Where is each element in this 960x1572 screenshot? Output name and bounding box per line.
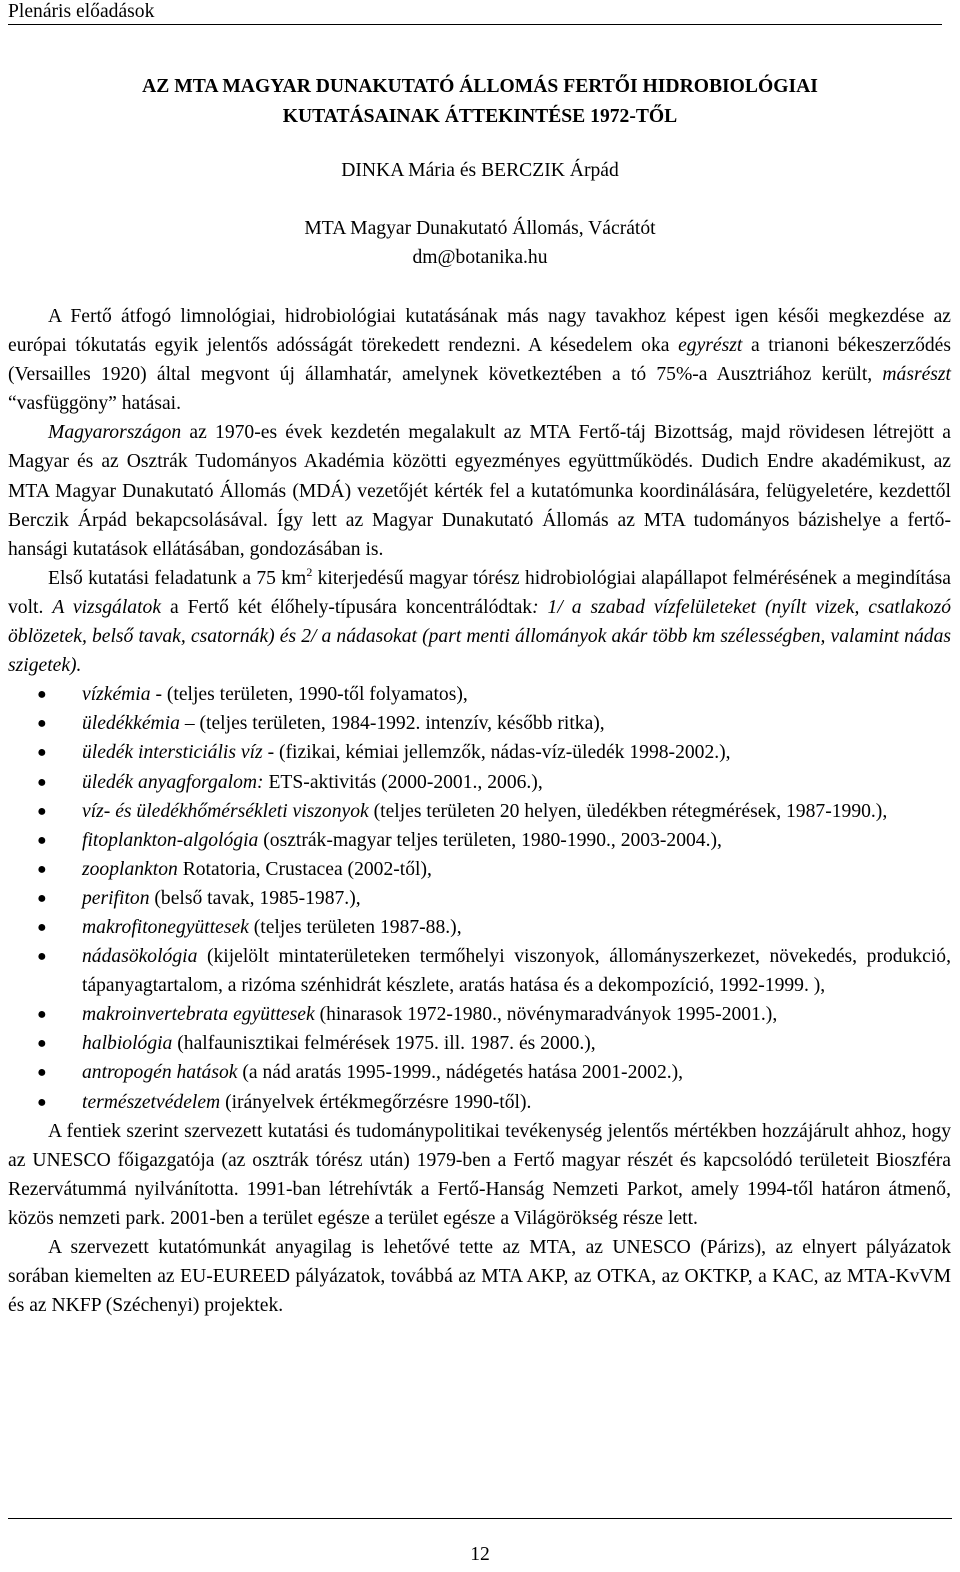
list-item: [8, 680, 951, 709]
topic-details: (osztrák-magyar teljes területen, 1980-1990., 2003-2004.),: [258, 829, 722, 851]
paragraph-recognition: A fentiek szerint szervezett kutatási és tudománypolitikai tevékenység jelentős mértékben hozzájárult ahhoz, hogy az UNESCO főigazgatója (az osztrák tórész után) 1979-ben a Fertő magyar részét és kapcsolódó területeit Bioszféra Rezervátummá nyilvánította. 1991-ban létrehívták a Fertő-Hanság Nemzeti Parkot, amely 1994-től határon átmenő, közös nemzeti park. 2001-ben a terület egésze a terület egésze a Világörökség része lett.: [8, 1120, 951, 1229]
bullet-icon: ●: [37, 948, 47, 966]
topic-details: (a nád aratás 1995-1999., nádégetés hatása 2001-2002.),: [237, 1062, 684, 1084]
bullet-icon: ●: [37, 1064, 47, 1082]
topic-term: makroinvertebrata együttesek: [82, 1004, 315, 1026]
bullet-icon: ●: [37, 744, 47, 762]
topic-term: víz- és üledékhőmérsékleti viszonyok: [82, 800, 369, 822]
topic-details: - (teljes területen, 1990-től folyamatos),: [150, 684, 468, 706]
email: dm@botanika.hu: [412, 247, 548, 268]
bullet-icon: ●: [37, 802, 47, 820]
topic-term: vízkémia: [82, 684, 151, 706]
section-title: Plenáris előadások: [8, 1, 155, 22]
bullet-icon: ●: [37, 686, 47, 704]
topic-term: üledék intersticiális víz: [82, 742, 263, 764]
bullet-icon: ●: [37, 889, 47, 907]
title-line-2: KUTATÁSAINAK ÁTTEKINTÉSE 1972-TŐL: [282, 106, 678, 127]
paragraph-tasks: Első kutatási feladatunk a 75 $km^2$ kiterjedésű magyar tórész hidrobiológiai alapállapot felmérésének a megindítása volt. A vizsgálatok a Fertő két élőhely-típusára koncentrálódtak: 1/ a szabad vízfelületeket (nyílt vizek, csatlakozó öblözetek, belső tavak, csatornák) és 2/ a nádasokat (part menti állományok akár több km szélességben, valamint nádas szigetek).: [8, 564, 952, 677]
list-item: [8, 1058, 951, 1087]
list-item: [8, 826, 951, 855]
list-item: [8, 797, 951, 826]
paper-title: [0, 72, 960, 132]
topic-term: fitoplankton-algológia: [82, 829, 259, 851]
affiliation: [0, 214, 960, 272]
bullet-icon: ●: [37, 1035, 47, 1053]
topic-term: halbiológia: [82, 1033, 173, 1055]
bullet-icon: ●: [37, 1093, 47, 1111]
topic-term: természetvédelem: [82, 1091, 221, 1113]
topic-term: nádasökológia: [82, 946, 198, 968]
page-number: 12: [470, 1544, 490, 1565]
list-item: [8, 1000, 951, 1029]
topic-details: – (teljes területen, 1984-1992. intenzív, később ritka),: [179, 713, 605, 735]
list-item: [8, 942, 951, 1000]
topic-details: - (fizikai, kémiai jellemzők, nádas-víz-üledék 1998-2002.),: [262, 742, 731, 764]
list-item: [8, 913, 951, 942]
footer-rule: [8, 1518, 952, 1519]
topic-details: (teljes területen 1987-88.),: [248, 916, 462, 938]
topic-term: perifiton: [82, 887, 150, 909]
topic-details: (kijelölt mintaterületeken termőhelyi viszonyok, állományszerkezet, növekedés, produkció, tápanyagtartalom, a rizóma szénhidrát készlete, aratás hatása és a dekompozíció, 1992-1999. ),: [82, 946, 951, 997]
institution: MTA Magyar Dunakutató Állomás, Vácrátót: [304, 218, 656, 239]
topic-details: (halfaunisztikai felmérések 1975. ill. 1987. és 2000.),: [172, 1033, 596, 1055]
topic-term: antropogén hatások: [82, 1062, 238, 1084]
list-item: [8, 1029, 951, 1058]
bullet-icon: ●: [37, 773, 47, 791]
bullet-icon: ●: [37, 715, 47, 733]
list-item: [8, 709, 951, 738]
bullet-icon: ●: [37, 918, 47, 936]
paragraph-intro: A Fertő átfogó limnológiai, hidrobiológiai kutatásának más nagy tavakhoz képest igen késői megkezdése az európai tókutatás egyik jelentős adósságát törekedett rendezni. A késedelem oka egyrészt a trianoni békeszerződés (Versailles 1920) által megvont új államhatár, amelynek következtében a tó 75%-a Ausztriához került, másrészt “vasfüggöny” hatásai.: [8, 306, 952, 415]
research-topics-list: [8, 680, 951, 1116]
paragraph-funding: A szervezett kutatómunkát anyagilag is lehetővé tette az MTA, az UNESCO (Párizs), az elnyert pályázatok sorában kiemelten az EU-EUREED pályázatok, továbbá az MTA AKP, az OTKA, az OKTKP, a KAC, az MTA-KvVM és az NKFP (Széchenyi) projektek.: [8, 1237, 951, 1317]
topic-details: (teljes területen 20 helyen, üledékben rétegmérések, 1987-1990.),: [368, 800, 888, 822]
list-item: [8, 768, 951, 797]
topic-details: (irányelvek értékmegőrzésre 1990-től).: [220, 1091, 532, 1113]
running-header: [8, 0, 942, 25]
bullet-icon: ●: [37, 860, 47, 878]
authors: DINKA Mária és BERCZIK Árpád: [341, 160, 619, 181]
list-item: [8, 884, 951, 913]
topic-details: ETS-aktivitás (2000-2001., 2006.),: [263, 771, 543, 793]
list-item: [8, 738, 951, 767]
topic-term: üledék anyagforgalom:: [82, 771, 264, 793]
topic-details: (belső tavak, 1985-1987.),: [149, 887, 361, 909]
topic-details: (hinarasok 1972-1980., növénymaradványok 1995-2001.),: [314, 1004, 778, 1026]
list-item: [8, 1088, 951, 1117]
topic-term: zooplankton: [82, 858, 178, 880]
bullet-icon: ●: [37, 831, 47, 849]
list-item: [8, 855, 951, 884]
bullet-icon: ●: [37, 1006, 47, 1024]
topic-term: üledékkémia: [82, 713, 180, 735]
topic-term: makrofitonegyüttesek: [82, 916, 249, 938]
article-body: [8, 302, 951, 1320]
topic-details: Rotatoria, Crustacea (2002-től),: [177, 858, 432, 880]
paragraph-history: Magyarországon az 1970-es évek kezdetén megalakult az MTA Fertő-táj Bizottság, majd rövidesen létrejött a Magyar és az Osztrák Tudományos Akadémia közötti egyezményes együttműködés. Dudich Endre akadémikust, az MTA Magyar Dunakutató Állomás (MDÁ) vezetőjét kérték fel a kutatómunka koordinálására, felügyeletére, kezdettől Berczik Árpád bekapcsolásával. Így lett az Magyar Dunakutató Állomás az MTA tudományos bázishelye a fertő-hansági kutatások ellátásában, gondozásában is.: [8, 422, 951, 560]
title-line-1: AZ MTA MAGYAR DUNAKUTATÓ ÁLLOMÁS FERTŐI HIDROBIOLÓGIAI: [142, 76, 818, 97]
